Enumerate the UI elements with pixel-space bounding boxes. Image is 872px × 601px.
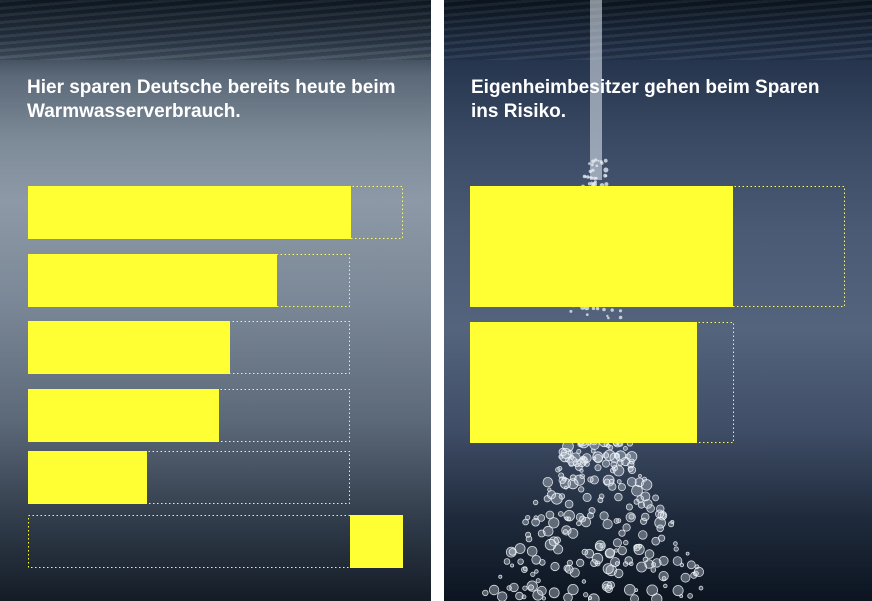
- right-panel: [444, 0, 872, 601]
- bar: [28, 186, 351, 239]
- bar: [470, 322, 697, 443]
- bar: [28, 321, 230, 374]
- left-panel-title: Hier sparen Deutsche bereits heute beim Warmwasserverbrauch.: [27, 77, 396, 122]
- bar: [28, 254, 277, 307]
- left-panel: [0, 0, 431, 601]
- right-panel-title: Eigenheimbesitzer gehen beim Sparen ins Risiko.: [471, 77, 820, 122]
- bar: [28, 451, 147, 504]
- right-bar-chart: [444, 0, 872, 601]
- left-bar-chart: [0, 0, 431, 601]
- bar: [470, 186, 733, 307]
- bar: [28, 389, 219, 442]
- bar-frame: [29, 516, 403, 568]
- bar: [350, 515, 403, 568]
